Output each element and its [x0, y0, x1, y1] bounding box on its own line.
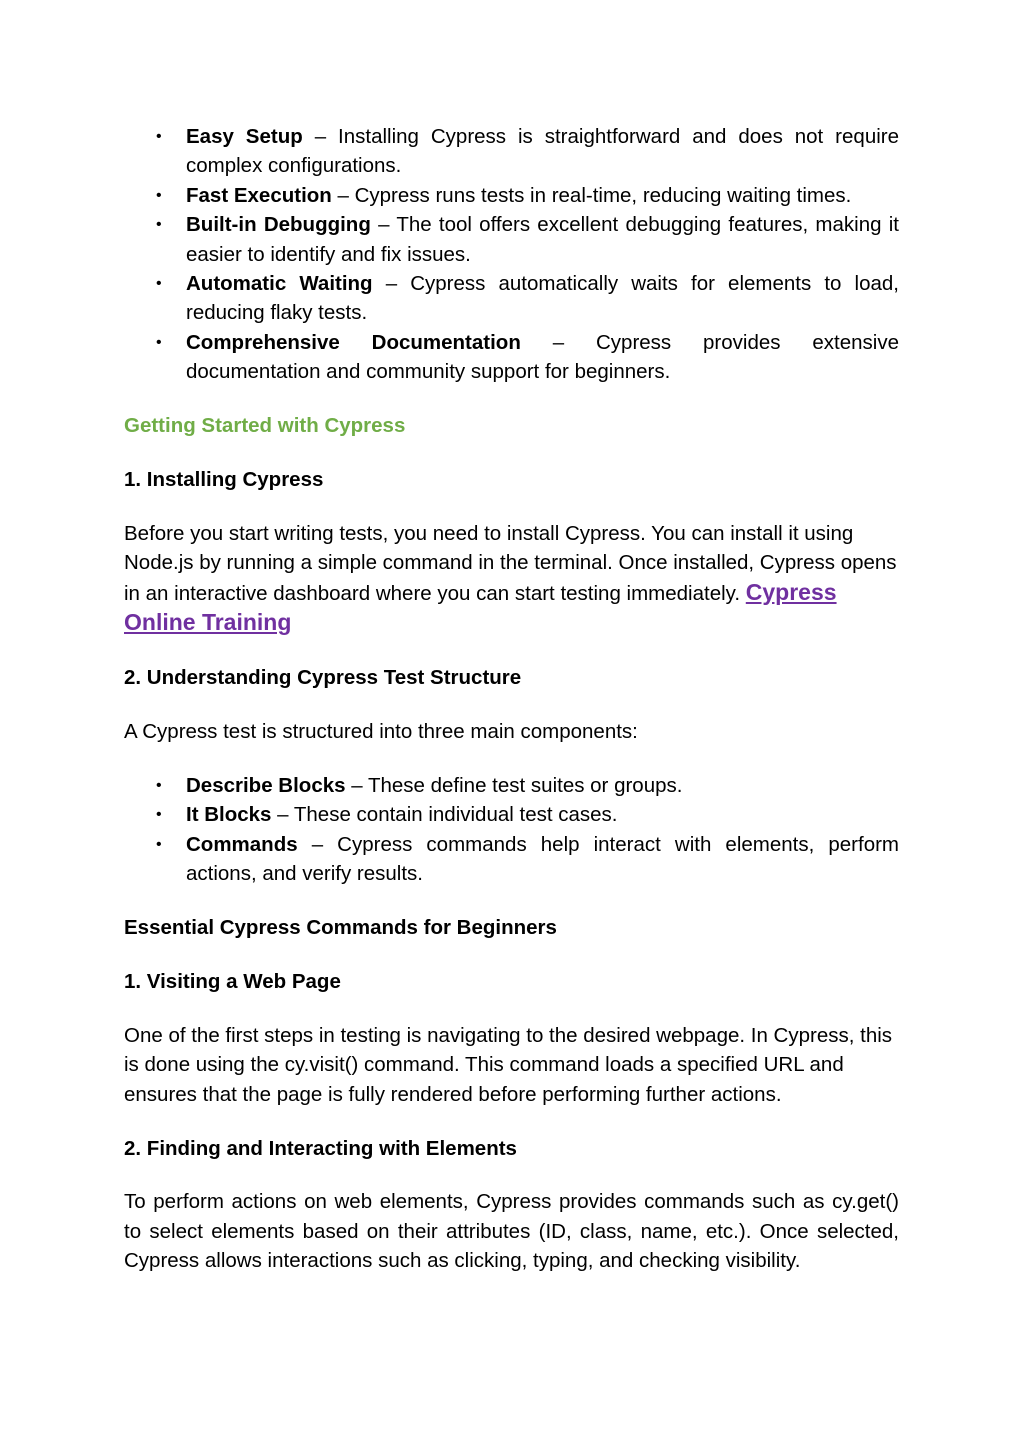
- feature-text: – Cypress runs tests in real-time, reducing waiting times.: [331, 183, 852, 207]
- list-item: [124, 328, 899, 387]
- feature-term: Easy Setup: [186, 125, 303, 148]
- list-item: [124, 771, 899, 800]
- feature-term: Automatic Waiting: [186, 272, 373, 296]
- component-text: – These define test suites or groups.: [345, 773, 683, 797]
- list-item: [124, 122, 899, 181]
- feature-term: Built-in Debugging: [186, 213, 371, 237]
- document-page: [124, 122, 899, 1276]
- subheading-test-structure: 2. Understanding Cypress Test Structure: [124, 666, 522, 690]
- section-heading-getting-started: Getting Started with Cypress: [124, 414, 406, 438]
- component-text: – Cypress commands help interact with elements, perform actions, and verify results.: [186, 832, 899, 886]
- feature-text: – The tool offers excellent debugging features, making it easier to identify and fix issues.: [186, 213, 899, 266]
- feature-text: – Installing Cypress is straightforward and does not require complex configurations.: [186, 125, 899, 178]
- bullet-icon: •: [156, 216, 162, 234]
- find-paragraph: To perform actions on web elements, Cypress provides commands such as cy.get() to select elements based on their attributes (ID, class, name, etc.). Once selected, Cypress allows interactions such as clicking, typing, and checking visibility.: [124, 1190, 899, 1273]
- section-heading-essential-commands: Essential Cypress Commands for Beginners: [124, 916, 557, 940]
- list-item: [124, 210, 899, 269]
- component-term: Commands: [186, 832, 298, 856]
- cypress-training-link[interactable]: Cypress Online Training: [124, 578, 837, 636]
- component-term: It Blocks: [186, 803, 272, 827]
- feature-text: – Cypress provides extensive documentation and community support for beginners.: [186, 330, 899, 384]
- install-text: Before you start writing tests, you need to install Cypress. You can install it using Node.js by running a simple command in the terminal. Once installed, Cypress opens in an interactive dashboard where you can start testing immediately.: [124, 521, 897, 605]
- subheading-finding: 2. Finding and Interacting with Elements: [124, 1136, 517, 1160]
- feature-list: [124, 122, 899, 387]
- feature-term: Comprehensive Documentation: [186, 330, 521, 354]
- subheading-visiting: 1. Visiting a Web Page: [124, 969, 341, 993]
- list-item: [124, 830, 899, 889]
- bullet-icon: •: [156, 806, 162, 824]
- bullet-icon: •: [156, 835, 162, 853]
- bullet-icon: •: [156, 275, 162, 293]
- subheading-installing: 1. Installing Cypress: [124, 468, 324, 492]
- feature-term: Fast Execution: [186, 183, 332, 207]
- list-item: [124, 181, 899, 210]
- component-term: Describe Blocks: [186, 773, 346, 797]
- component-list: [124, 771, 899, 889]
- bullet-icon: •: [156, 186, 162, 204]
- list-item: [124, 800, 899, 829]
- bullet-icon: •: [156, 333, 162, 351]
- feature-text: – Cypress automatically waits for elements to load, reducing flaky tests.: [186, 272, 899, 325]
- bullet-icon: •: [156, 128, 162, 145]
- install-paragraph: [124, 519, 899, 639]
- bullet-icon: •: [156, 776, 162, 794]
- structure-intro: A Cypress test is structured into three main components:: [124, 720, 638, 743]
- visit-paragraph: One of the first steps in testing is navigating to the desired webpage. In Cypress, this is done using the cy.visit() command. This command loads a specified URL and ensures that the page is fully rendered before performing further actions.: [124, 1023, 893, 1106]
- component-text: – These contain individual test cases.: [271, 803, 618, 827]
- list-item: [124, 269, 899, 328]
